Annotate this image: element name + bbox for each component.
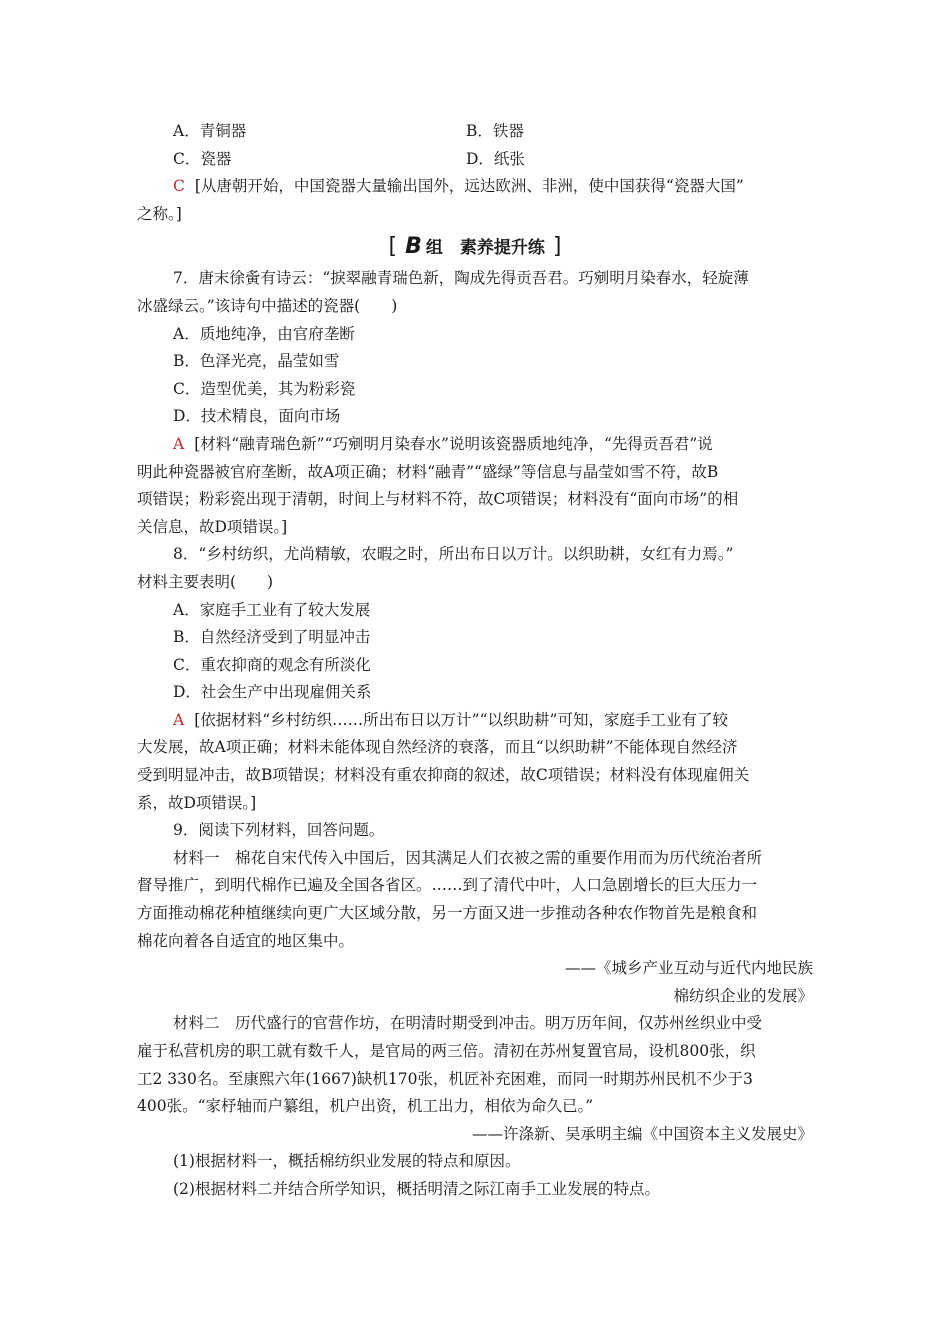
q8-stem-line-1: 8．“乡村纺织，尤尚精敏，农暇之时，所出布日以万计。以织助耕，女红有力焉。” (173, 545, 734, 564)
q7-answer-line-2: 明此种瓷器被官府垄断，故A项正确；材料“融青”“盛绿”等信息与晶莹如雪不符，故B (137, 462, 719, 481)
q8-option-b: B．自然经济受到了明显冲击 (173, 628, 371, 647)
q9-material1-source-1: ——《城乡产业互动与近代内地民族 (564, 959, 813, 978)
q9-material2-line-2: 雇于私营机房的职工就有数千人，是官局的两三倍。清初在苏州复置官局，设机800张，织 (137, 1042, 756, 1060)
q8-answer-line-2: 大发展，故A项正确；材料未能体现自然经济的衰落，而且“以织助耕”不能体现自然经济 (137, 738, 738, 757)
q7-option-c: C．造型优美，其为粉彩瓷 (173, 379, 356, 398)
q7-option-a: A．质地纯净，由官府垄断 (173, 324, 355, 343)
q8-stem-line-2: 材料主要表明( ) (137, 572, 274, 591)
q7-answer-letter: A (173, 434, 185, 453)
q9-subquestion-1: (1)根据材料一，概括棉纺织业发展的特点和原因。 (173, 1152, 521, 1171)
q8-answer-letter: A (173, 710, 185, 729)
q7-option-d: D．技术精良，面向市场 (173, 407, 341, 426)
q9-stem: 9．阅读下列材料，回答问题。 (173, 821, 385, 840)
q7-answer-line-4: 关信息，故D项错误。] (137, 517, 288, 536)
q9-material2-line-4: 400张。“家杼轴而户纂组，机户出资，机工出力，相依为命久已。” (137, 1097, 594, 1116)
q6-answer-letter: C (173, 177, 185, 196)
q9-material1-source-2: 棉纺织企业的发展》 (673, 986, 813, 1005)
q8-option-d: D．社会生产中出现雇佣关系 (173, 683, 372, 702)
q7-answer-line-1 (137, 431, 813, 459)
q9-subquestion-2: (2)根据材料二并结合所学知识，概括明清之际江南手工业发展的特点。 (173, 1179, 660, 1198)
q8-option-a: A．家庭手工业有了较大发展 (173, 600, 371, 619)
section-mark: B (405, 234, 422, 260)
q9-material1-line-4: 棉花向着各自适宜的地区集中。 (137, 931, 355, 950)
q8-answer-line-1 (137, 707, 813, 735)
section-heading (137, 232, 813, 263)
q8-answer-line-4: 系，故D项错误。] (137, 793, 257, 812)
q6-option-c: C．瓷器 (173, 149, 232, 168)
q6-options-row-2 (137, 146, 813, 174)
q9-material2-line-1: 材料二 历代盛行的官营作坊，在明清时期受到冲击。明万历年间，仅苏州丝织业中受 (173, 1014, 763, 1033)
q7-stem-line-1: 7．唐末徐夤有诗云：“捩翠融青瑞色新，陶成先得贡吾君。巧剜明月染春水，轻旋薄 (173, 269, 749, 288)
q6-option-b: B．铁器 (466, 122, 524, 140)
q6-option-a: A．青铜器 (173, 122, 247, 140)
q6-options-row-1 (137, 118, 813, 146)
document-page (137, 118, 813, 1204)
q7-answer-text: [材料“融青瑞色新”“巧剜明月染春水”说明该瓷器质地纯净，“先得贡吾君”说 (194, 434, 713, 453)
q8-answer-line-3: 受到明显冲击，故B项错误；材料没有重农抑商的叙述，故C项错误；材料没有体现雇佣关 (137, 766, 750, 785)
q8-option-c: C．重农抑商的观念有所淡化 (173, 655, 371, 674)
q6-answer-line-2: 之称。] (137, 204, 182, 223)
section-right-bracket: ] (552, 234, 562, 260)
q9-material2-source: ——许涤新、吴承明主编《中国资本主义发展史》 (471, 1124, 813, 1143)
q7-answer-line-3: 项错误；粉彩瓷出现于清朝，时间上与材料不符，故C项错误；材料没有“面向市场”的相 (137, 490, 739, 509)
section-left-bracket: [ (388, 234, 398, 260)
q9-material1-line-1: 材料一 棉花自宋代传入中国后，因其满足人们衣被之需的重要作用而为历代统治者所 (173, 848, 763, 867)
q8-answer-text: [依据材料“乡村纺织……所出布日以万计”“以织助耕”可知，家庭手工业有了较 (194, 710, 728, 729)
q6-answer-text: [从唐朝开始，中国瓷器大量输出国外，远达欧洲、非洲，使中国获得“瓷器大国” (194, 177, 744, 196)
q9-material1-line-3: 方面推动棉花种植继续向更广大区域分散，另一方面又进一步推动各种农作物首先是粮食和 (137, 904, 758, 923)
q7-stem-line-2: 冰盛绿云。”该诗句中描述的瓷器( ) (137, 296, 398, 315)
section-title-text: 组 素养提升练 (425, 238, 545, 259)
q9-material1-line-2: 督导推广，到明代棉作已遍及全国各省区。……到了清代中叶，人口急剧增长的巨大压力一 (137, 876, 758, 895)
q9-material2-line-3: 工2 330名。至康熙六年(1667)缺机170张，机匠补充困难，而同一时期苏州民机不少于3 (137, 1069, 753, 1088)
q6-answer-line-1 (137, 173, 813, 201)
q6-option-d: D．纸张 (466, 149, 525, 168)
q7-option-b: B．色泽光亮，晶莹如雪 (173, 352, 340, 371)
